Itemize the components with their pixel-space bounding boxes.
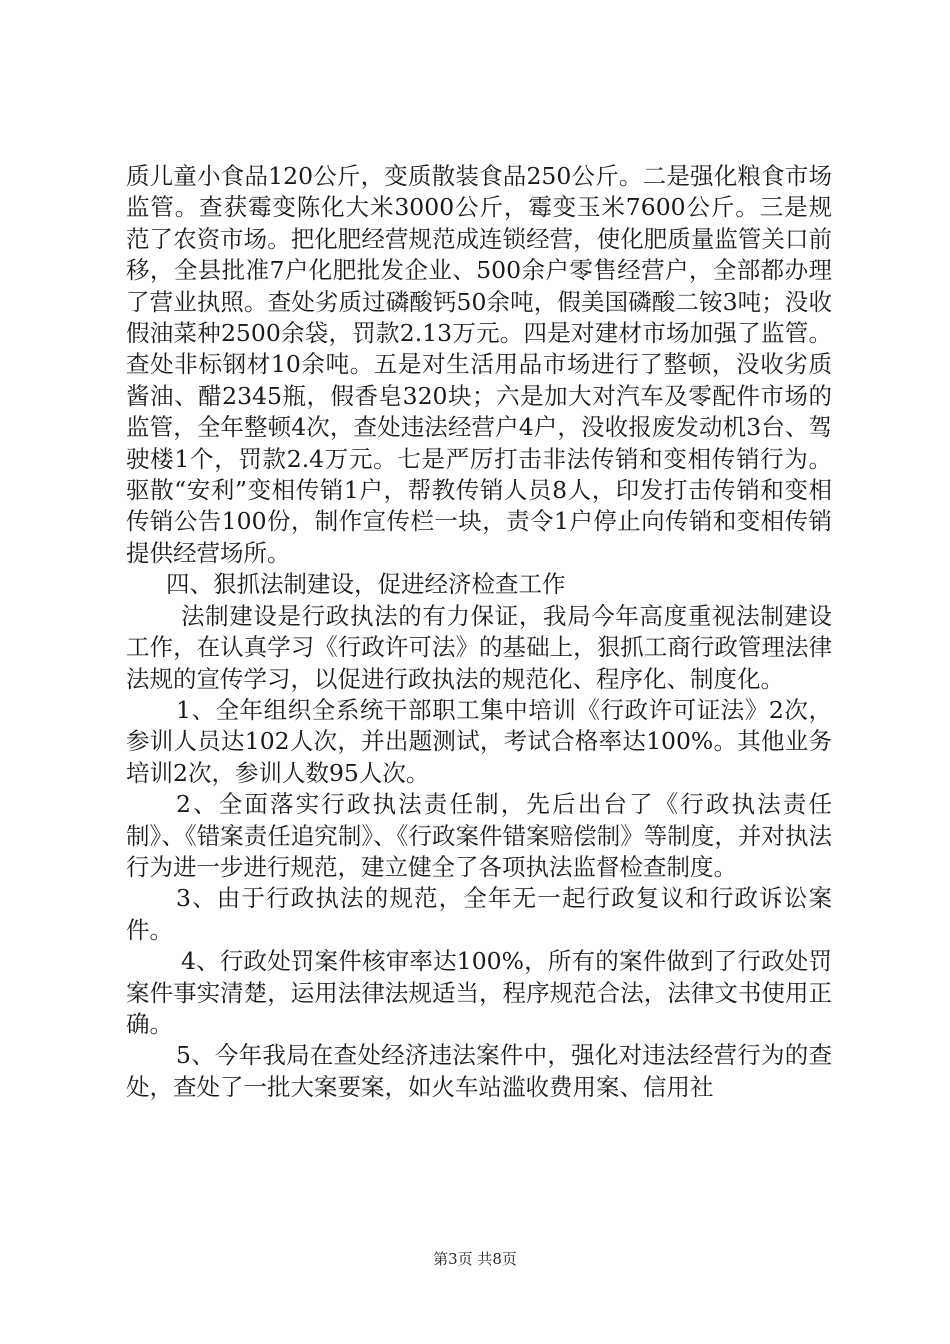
page-footer: 第3页 共8页	[433, 1250, 517, 1268]
paragraph-item-3: 3、由于行政执法的规范，全年无一起行政复议和行政诉讼案件。	[126, 884, 832, 944]
paragraph-item-2: 2、全面落实行政执法责任制，先后出台了《行政执法责任制》、《错案责任追究制》、《行政案件错案赔偿制》等制度，并对执法行为进一步进行规范，建立健全了各项执法监督检查制度。	[126, 790, 832, 881]
paragraph-item-5: 5、今年我局在查处经济违法案件中，强化对违法经营行为的查处，查处了一批大案要案，如火车站滥收费用案、信用社	[126, 1041, 832, 1101]
paragraph-item-1: 1、全年组织全系统干部职工集中培训《行政许可证法》2次，参训人员达102人次，并出题测试，考试合格率达100%。其他业务培训2次，参训人数95人次。	[126, 695, 832, 787]
paragraph-market-regulation: 质儿童小食品120公斤，变质散装食品250公斤。二是强化粮食市场监管。查获霉变陈化大米3000公斤，霉变玉米7600公斤。三是规范了农资市场。把化肥经营规范成连锁经营，使化肥质量监管关口前移，全县批准7户化肥批发企业、500余户零售经营户，全部都办理了营业执照。查处劣质过磷酸钙50余吨，假美国磷酸二铵3吨；没收假油菜种2500余袋，罚款2.13万元。四是对建材市场加强了监管。查处非标钢材10余吨。五是对生活用品市场进行了整顿，没收劣质酱油、醋2345瓶，假香皂320块；六是加大对汽车及零配件市场的监管，全年整顿4次，查处违法经营户4户，没收报废发动机3台、驾驶楼1个，罚款2.4万元。七是严厉打击非法传销和变相传销行为。驱散“安利”变相传销1户，帮教传销人员8人，印发打击传销和变相传销公告100份，制作宣传栏一块，责令1户停止向传销和变相传销提供经营场所。	[126, 162, 832, 567]
paragraph-item-4: 4、行政处罚案件核审率达100%，所有的案件做到了行政处罚案件事实清楚，运用法律法规适当，程序规范合法，法律文书使用正确。	[126, 947, 832, 1038]
document-body	[126, 161, 832, 1103]
section-heading-legal-construction: 四、狠抓法制建设，促进经济检查工作	[166, 570, 566, 599]
paragraph-legal-intro: 法制建设是行政执法的有力保证，我局今年高度重视法制建设工作，在认真学习《行政许可法》的基础上，狠抓工商行政管理法律法规的宣传学习，以促进行政执法的规范化、程序化、制度化。	[126, 601, 832, 693]
